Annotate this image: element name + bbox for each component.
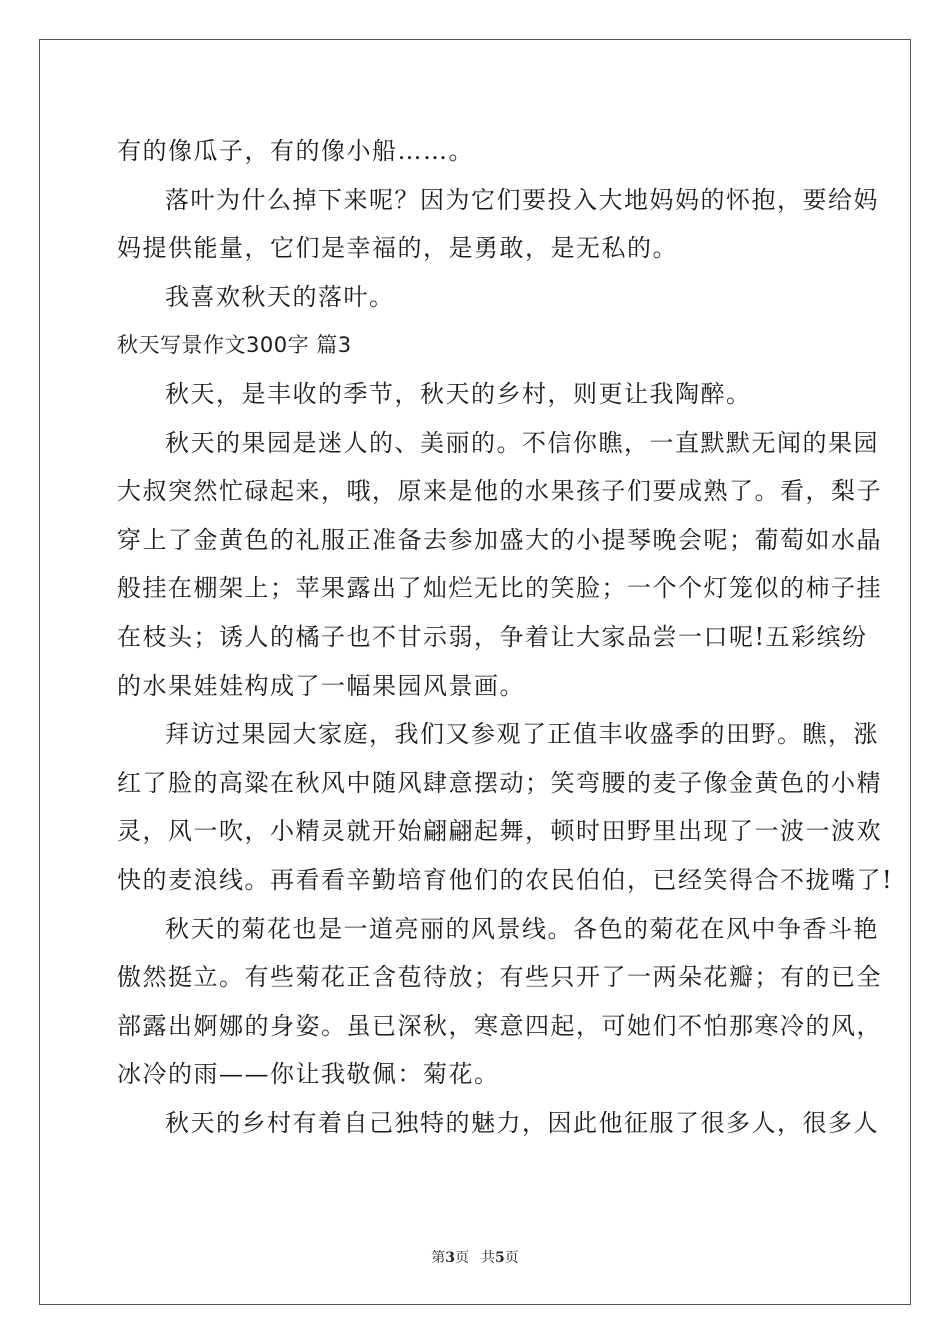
text-line: 我喜欢秋天的落叶。: [165, 282, 395, 311]
page-number: 3: [445, 1250, 455, 1266]
text-line: 落叶为什么掉下来呢？因为它们要投入大地妈妈的怀抱，要给妈: [165, 185, 879, 214]
text-line: 大叔突然忙碌起来，哦，原来是他的水果孩子们要成熟了。看，梨子: [117, 477, 882, 506]
text-line: 灵，风一吹，小精灵就开始翩翩起舞，顿时田野里出现了一波一波欢: [117, 817, 882, 846]
total-pages: 5: [495, 1250, 505, 1266]
section-heading: 秋天写景作文300字 篇3: [117, 333, 352, 358]
text-line: 红了脸的高粱在秋风中随风肆意摆动；笑弯腰的麦子像金黄色的小精: [117, 768, 882, 797]
text-line: 秋天的菊花也是一道亮丽的风景线。各色的菊花在风中争香斗艳: [165, 914, 879, 943]
document-body: [117, 127, 894, 1147]
text-line: 秋天的果园是迷人的、美丽的。不信你瞧，一直默默无闻的果园: [165, 428, 879, 457]
text-line: 冰冷的雨——你让我敬佩：菊花。: [117, 1060, 500, 1089]
text-line: 有的像瓜子，有的像小船……。: [117, 137, 474, 165]
text-line: 快的麦浪线。再看看辛勤培育他们的农民伯伯，已经笑得合不拢嘴了!: [117, 865, 894, 894]
text-line: 般挂在棚架上；苹果露出了灿烂无比的笑脸；一个个灯笼似的柿子挂: [117, 574, 882, 603]
text-line: 在枝头；诱人的橘子也不甘示弱，争着让大家品尝一口呢!五彩缤纷: [117, 622, 868, 651]
text-line: 秋天的乡村有着自己独特的魅力，因此他征服了很多人，很多人: [165, 1108, 879, 1137]
page-prefix: 第: [431, 1250, 446, 1266]
total-prefix: 共: [481, 1250, 495, 1266]
text-line: 傲然挺立。有些菊花正含苞待放；有些只开了一两朵花瓣；有的已全: [117, 963, 882, 992]
page-footer: [0, 1247, 950, 1267]
total-suffix: 页: [504, 1250, 519, 1266]
page-suffix: 页: [455, 1250, 469, 1266]
text-line: 秋天，是丰收的季节，秋天的乡村，则更让我陶醉。: [165, 379, 752, 408]
text-line: 穿上了金黄色的礼服正准备去参加盛大的小提琴晚会呢；葡萄如水晶: [117, 525, 882, 554]
text-line: 的水果娃娃构成了一幅果园风景画。: [117, 671, 525, 700]
text-line: 拜访过果园大家庭，我们又参观了正值丰收盛季的田野。瞧，涨: [165, 720, 879, 749]
text-line: 部露出婀娜的身姿。虽已深秋，寒意四起，可她们不怕那寒冷的风，: [117, 1011, 882, 1040]
text-line: 妈提供能量，它们是幸福的，是勇敢，是无私的。: [117, 234, 678, 263]
